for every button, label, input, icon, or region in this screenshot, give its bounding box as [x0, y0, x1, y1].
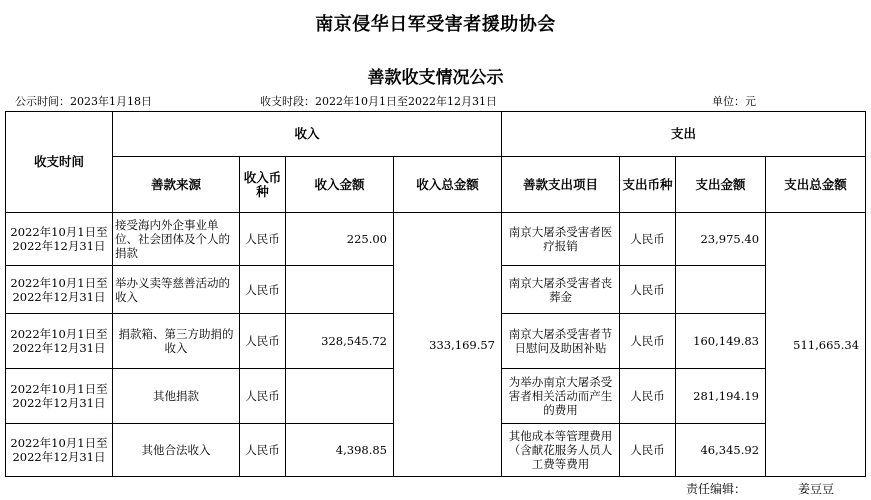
reporting-period: 收支时段：2022年10月1日至2022年12月31日 [260, 95, 497, 108]
income-source: 举办义卖等慈善活动的收入 [113, 266, 240, 314]
income-currency: 人民币 [240, 314, 286, 369]
expense-amount [676, 266, 766, 314]
row-time: 2022年10月1日至2022年12月31日 [6, 213, 113, 266]
editor-label: 责任编辑： [686, 482, 747, 496]
expense-currency: 人民币 [620, 314, 676, 369]
header-expense-amount: 支出金额 [676, 157, 766, 213]
currency-unit: 单位：元 [712, 95, 756, 108]
income-currency: 人民币 [240, 213, 286, 266]
expense-amount: 23,975.40 [676, 213, 766, 266]
expense-item: 为举办南京大屠杀受害者相关活动而产生的费用 [502, 369, 620, 424]
header-time: 收支时间 [6, 112, 113, 213]
income-currency: 人民币 [240, 266, 286, 314]
table-row [6, 213, 866, 266]
expense-item: 南京大屠杀受害者医疗报销 [502, 213, 620, 266]
finance-table [5, 111, 866, 477]
income-currency: 人民币 [240, 424, 286, 477]
header-expense: 支出 [502, 112, 866, 157]
income-source: 接受海内外企事业单位、社会团体及个人的捐款 [113, 213, 240, 266]
expense-amount: 281,194.19 [676, 369, 766, 424]
expense-amount: 46,345.92 [676, 424, 766, 477]
editor-name: 姜豆豆 [798, 482, 835, 496]
income-source: 其他合法收入 [113, 424, 240, 477]
expense-item: 其他成本等管理费用 （含献花服务人员人工费等费用 [502, 424, 620, 477]
expense-total: 511,665.34 [766, 213, 866, 477]
income-amount: 4,398.85 [286, 424, 394, 477]
header-expense-currency: 支出币种 [620, 157, 676, 213]
expense-currency: 人民币 [620, 424, 676, 477]
expense-currency: 人民币 [620, 213, 676, 266]
income-source: 其他捐款 [113, 369, 240, 424]
header-income-amount: 收入金额 [286, 157, 394, 213]
expense-item: 南京大屠杀受害者丧葬金 [502, 266, 620, 314]
income-source: 捐款箱、第三方助捐的收入 [113, 314, 240, 369]
header-income-currency: 收入币种 [240, 157, 286, 213]
header-expense-item: 善款支出项目 [502, 157, 620, 213]
header-income-source: 善款来源 [113, 157, 240, 213]
row-time: 2022年10月1日至2022年12月31日 [6, 314, 113, 369]
income-amount: 225.00 [286, 213, 394, 266]
header-income-total: 收入总金额 [394, 157, 502, 213]
header-row-2 [6, 157, 866, 213]
income-amount [286, 369, 394, 424]
row-time: 2022年10月1日至2022年12月31日 [6, 369, 113, 424]
income-amount [286, 266, 394, 314]
income-total: 333,169.57 [394, 213, 502, 477]
header-expense-total: 支出总金额 [766, 157, 866, 213]
expense-item: 南京大屠杀受害者节日慰问及助困补贴 [502, 314, 620, 369]
expense-currency: 人民币 [620, 369, 676, 424]
income-amount: 328,545.72 [286, 314, 394, 369]
document-title: 善款收支情况公示 [367, 68, 504, 88]
row-time: 2022年10月1日至2022年12月31日 [6, 266, 113, 314]
header-income: 收入 [113, 112, 502, 157]
expense-currency: 人民币 [620, 266, 676, 314]
income-currency: 人民币 [240, 369, 286, 424]
row-time: 2022年10月1日至2022年12月31日 [6, 424, 113, 477]
expense-amount: 160,149.83 [676, 314, 766, 369]
organization-title: 南京侵华日军受害者援助协会 [315, 14, 556, 35]
publish-date: 公示时间：2023年1月18日 [15, 95, 152, 108]
header-row-1 [6, 112, 866, 157]
